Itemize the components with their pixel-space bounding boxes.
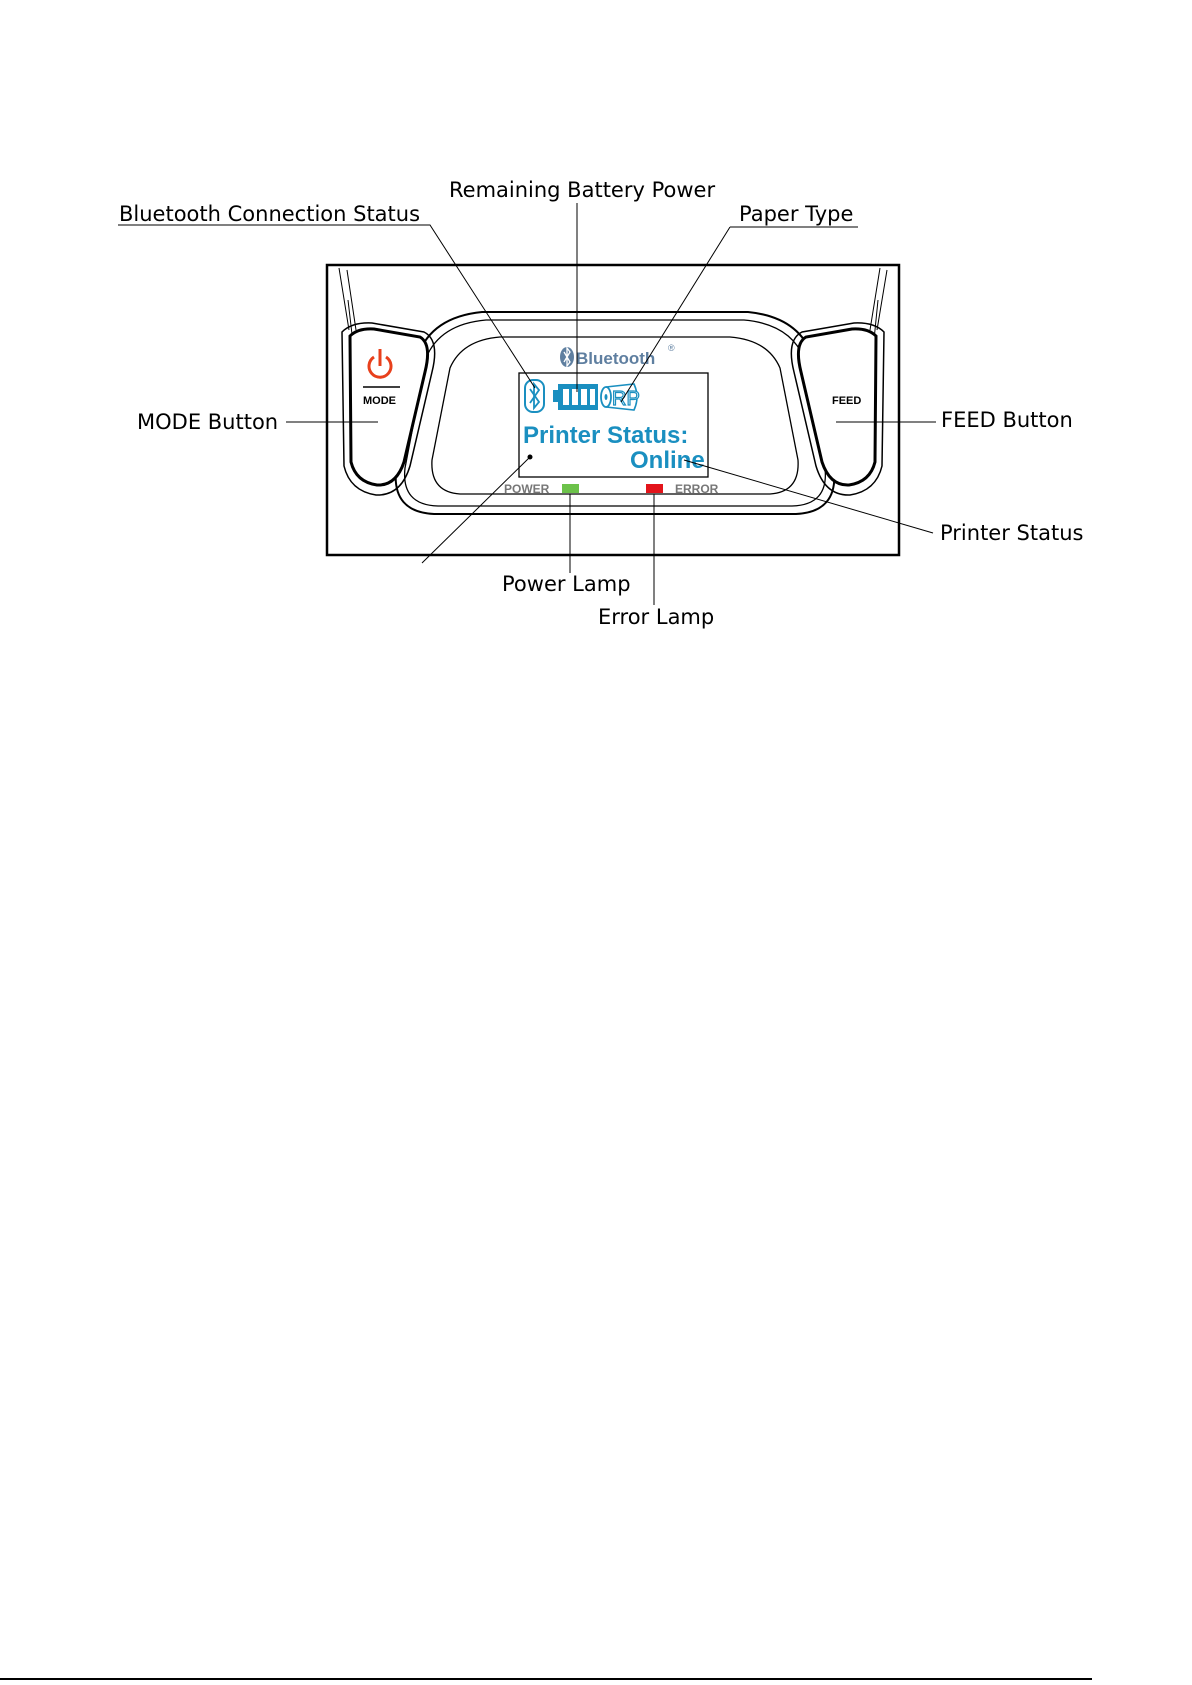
callout-remaining-battery-power: Remaining Battery Power: [449, 178, 716, 202]
error-lamp-label: ERROR: [675, 482, 719, 496]
callout-mode-button: MODE Button: [137, 410, 279, 434]
lcd-status-line1: Printer Status:: [523, 422, 689, 449]
feed-button-label: FEED: [832, 395, 862, 407]
battery-icon: [553, 384, 598, 410]
callout-bluetooth-connection-status: Bluetooth Connection Status: [119, 202, 421, 226]
power-lamp: [562, 484, 579, 493]
callout-power-lamp: Power Lamp: [502, 572, 631, 596]
registered-mark: ®: [668, 343, 675, 353]
callout-printer-status: Printer Status: [940, 521, 1084, 545]
callout-feed-button: FEED Button: [941, 408, 1073, 432]
paper-roll-icon: [601, 384, 640, 410]
bluetooth-icon: [525, 380, 544, 412]
lcd-status-line2: Online: [630, 447, 705, 474]
callout-paper-type: Paper Type: [739, 202, 854, 226]
callout-error-lamp: Error Lamp: [598, 605, 715, 629]
paper-type-code: RP: [612, 388, 640, 410]
error-lamp: [646, 484, 663, 493]
mode-button-label: MODE: [363, 395, 396, 407]
power-lamp-label: POWER: [504, 482, 550, 496]
mode-button[interactable]: [342, 323, 435, 495]
feed-button[interactable]: [791, 323, 884, 495]
bluetooth-brand-text: Bluetooth: [576, 349, 656, 368]
